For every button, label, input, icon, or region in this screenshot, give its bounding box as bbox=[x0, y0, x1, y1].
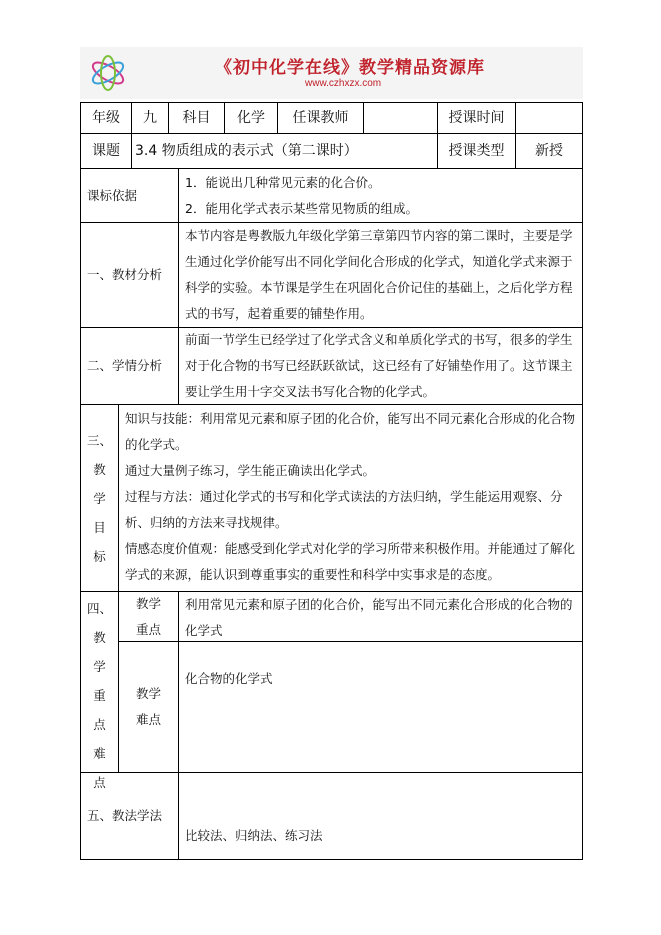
banner-url: www.czhxzx.com bbox=[305, 78, 382, 89]
type-label: 授课类型 bbox=[437, 133, 516, 169]
label-char: 点 bbox=[93, 717, 106, 732]
goal-line: 过程与方法：通过化学式的书写和化学式读法的方法归纳，学生能运用观察、分析、归纳的方法来寻找规律。 bbox=[125, 489, 563, 530]
topic-value: 3.4 物质组成的表示式（第二课时） bbox=[131, 133, 438, 169]
difficulty-content: 化合物的化学式 bbox=[178, 641, 583, 773]
difficulty-label: 教学难点 bbox=[118, 641, 179, 773]
label-char: 重 bbox=[93, 688, 106, 703]
standard-line: 1．能说出几种常见元素的化合价。 bbox=[185, 175, 381, 190]
subject-value: 化学 bbox=[224, 102, 278, 134]
teacher-value bbox=[363, 102, 438, 134]
teacher-label: 任课教师 bbox=[277, 102, 364, 134]
grade-label: 年级 bbox=[80, 102, 132, 134]
topic-label: 课题 bbox=[80, 133, 132, 169]
keypoints-label bbox=[80, 591, 119, 790]
standard-line: 2．能用化学式表示某些常见物质的组成。 bbox=[185, 201, 418, 216]
goals-label bbox=[80, 404, 119, 592]
grade-value: 九 bbox=[131, 102, 169, 134]
methods-content: 比较法、归纳法、练习法 bbox=[178, 772, 583, 860]
label-char: 学 bbox=[93, 659, 106, 674]
label-char: 目 bbox=[93, 519, 106, 535]
header-banner bbox=[80, 47, 583, 99]
standard-content bbox=[178, 168, 583, 223]
label-char: 教 bbox=[93, 461, 106, 477]
banner-title: 《初中化学在线》教学精品资源库 bbox=[215, 58, 485, 78]
type-value: 新授 bbox=[515, 133, 583, 169]
standard-label: 课标依据 bbox=[80, 168, 179, 223]
goal-line: 情感态度价值观：能感受到化学式对化学的学习所带来积极作用。并能通过了解化学式的来源，能认识到尊重事实的重要性和科学中实事求是的态度。 bbox=[125, 541, 576, 582]
time-value bbox=[515, 102, 583, 134]
atom-logo-icon bbox=[88, 53, 128, 93]
goals-content bbox=[118, 404, 583, 592]
label-char: 学 bbox=[93, 490, 106, 506]
time-label: 授课时间 bbox=[437, 102, 516, 134]
goal-line: 通过大量例子练习，学生能正确读出化学式。 bbox=[125, 463, 376, 478]
label-char: 标 bbox=[93, 548, 106, 564]
textbook-label: 一、教材分析 bbox=[80, 222, 179, 328]
label-char: 点 bbox=[93, 775, 106, 790]
goal-line: 知识与技能：利用常见元素和原子团的化合价，能写出不同元素化合形成的化合物的化学式。 bbox=[125, 411, 576, 452]
key-label: 教学重点 bbox=[118, 591, 179, 642]
students-label: 二、学情分析 bbox=[80, 327, 179, 405]
textbook-content: 本节内容是粤教版九年级化学第三章第四节内容的第二课时，主要是学生通过化学价能写出不同化学间化合形成的化学式，知道化学式来源于科学的实验。本节课是学生在巩固化合价记住的基础上，之后化学方程式的书写，起着重要的铺垫作用。 bbox=[178, 222, 583, 328]
subject-label: 科目 bbox=[168, 102, 225, 134]
methods-label: 五、教法学法 bbox=[80, 772, 179, 860]
students-content: 前面一节学生已经学过了化学式含义和单质化学式的书写，很多的学生对于化合物的书写已经跃跃欲试，这已经有了好铺垫作用了。这节课主要让学生用十字交叉法书写化合物的化学式。 bbox=[178, 327, 583, 405]
label-char: 教 bbox=[93, 630, 106, 645]
label-char: 四、 bbox=[87, 601, 113, 616]
label-char: 难 bbox=[93, 746, 106, 761]
key-content: 利用常见元素和原子团的化合价，能写出不同元素化合形成的化合物的化学式 bbox=[178, 591, 583, 642]
label-char: 三、 bbox=[87, 432, 113, 448]
